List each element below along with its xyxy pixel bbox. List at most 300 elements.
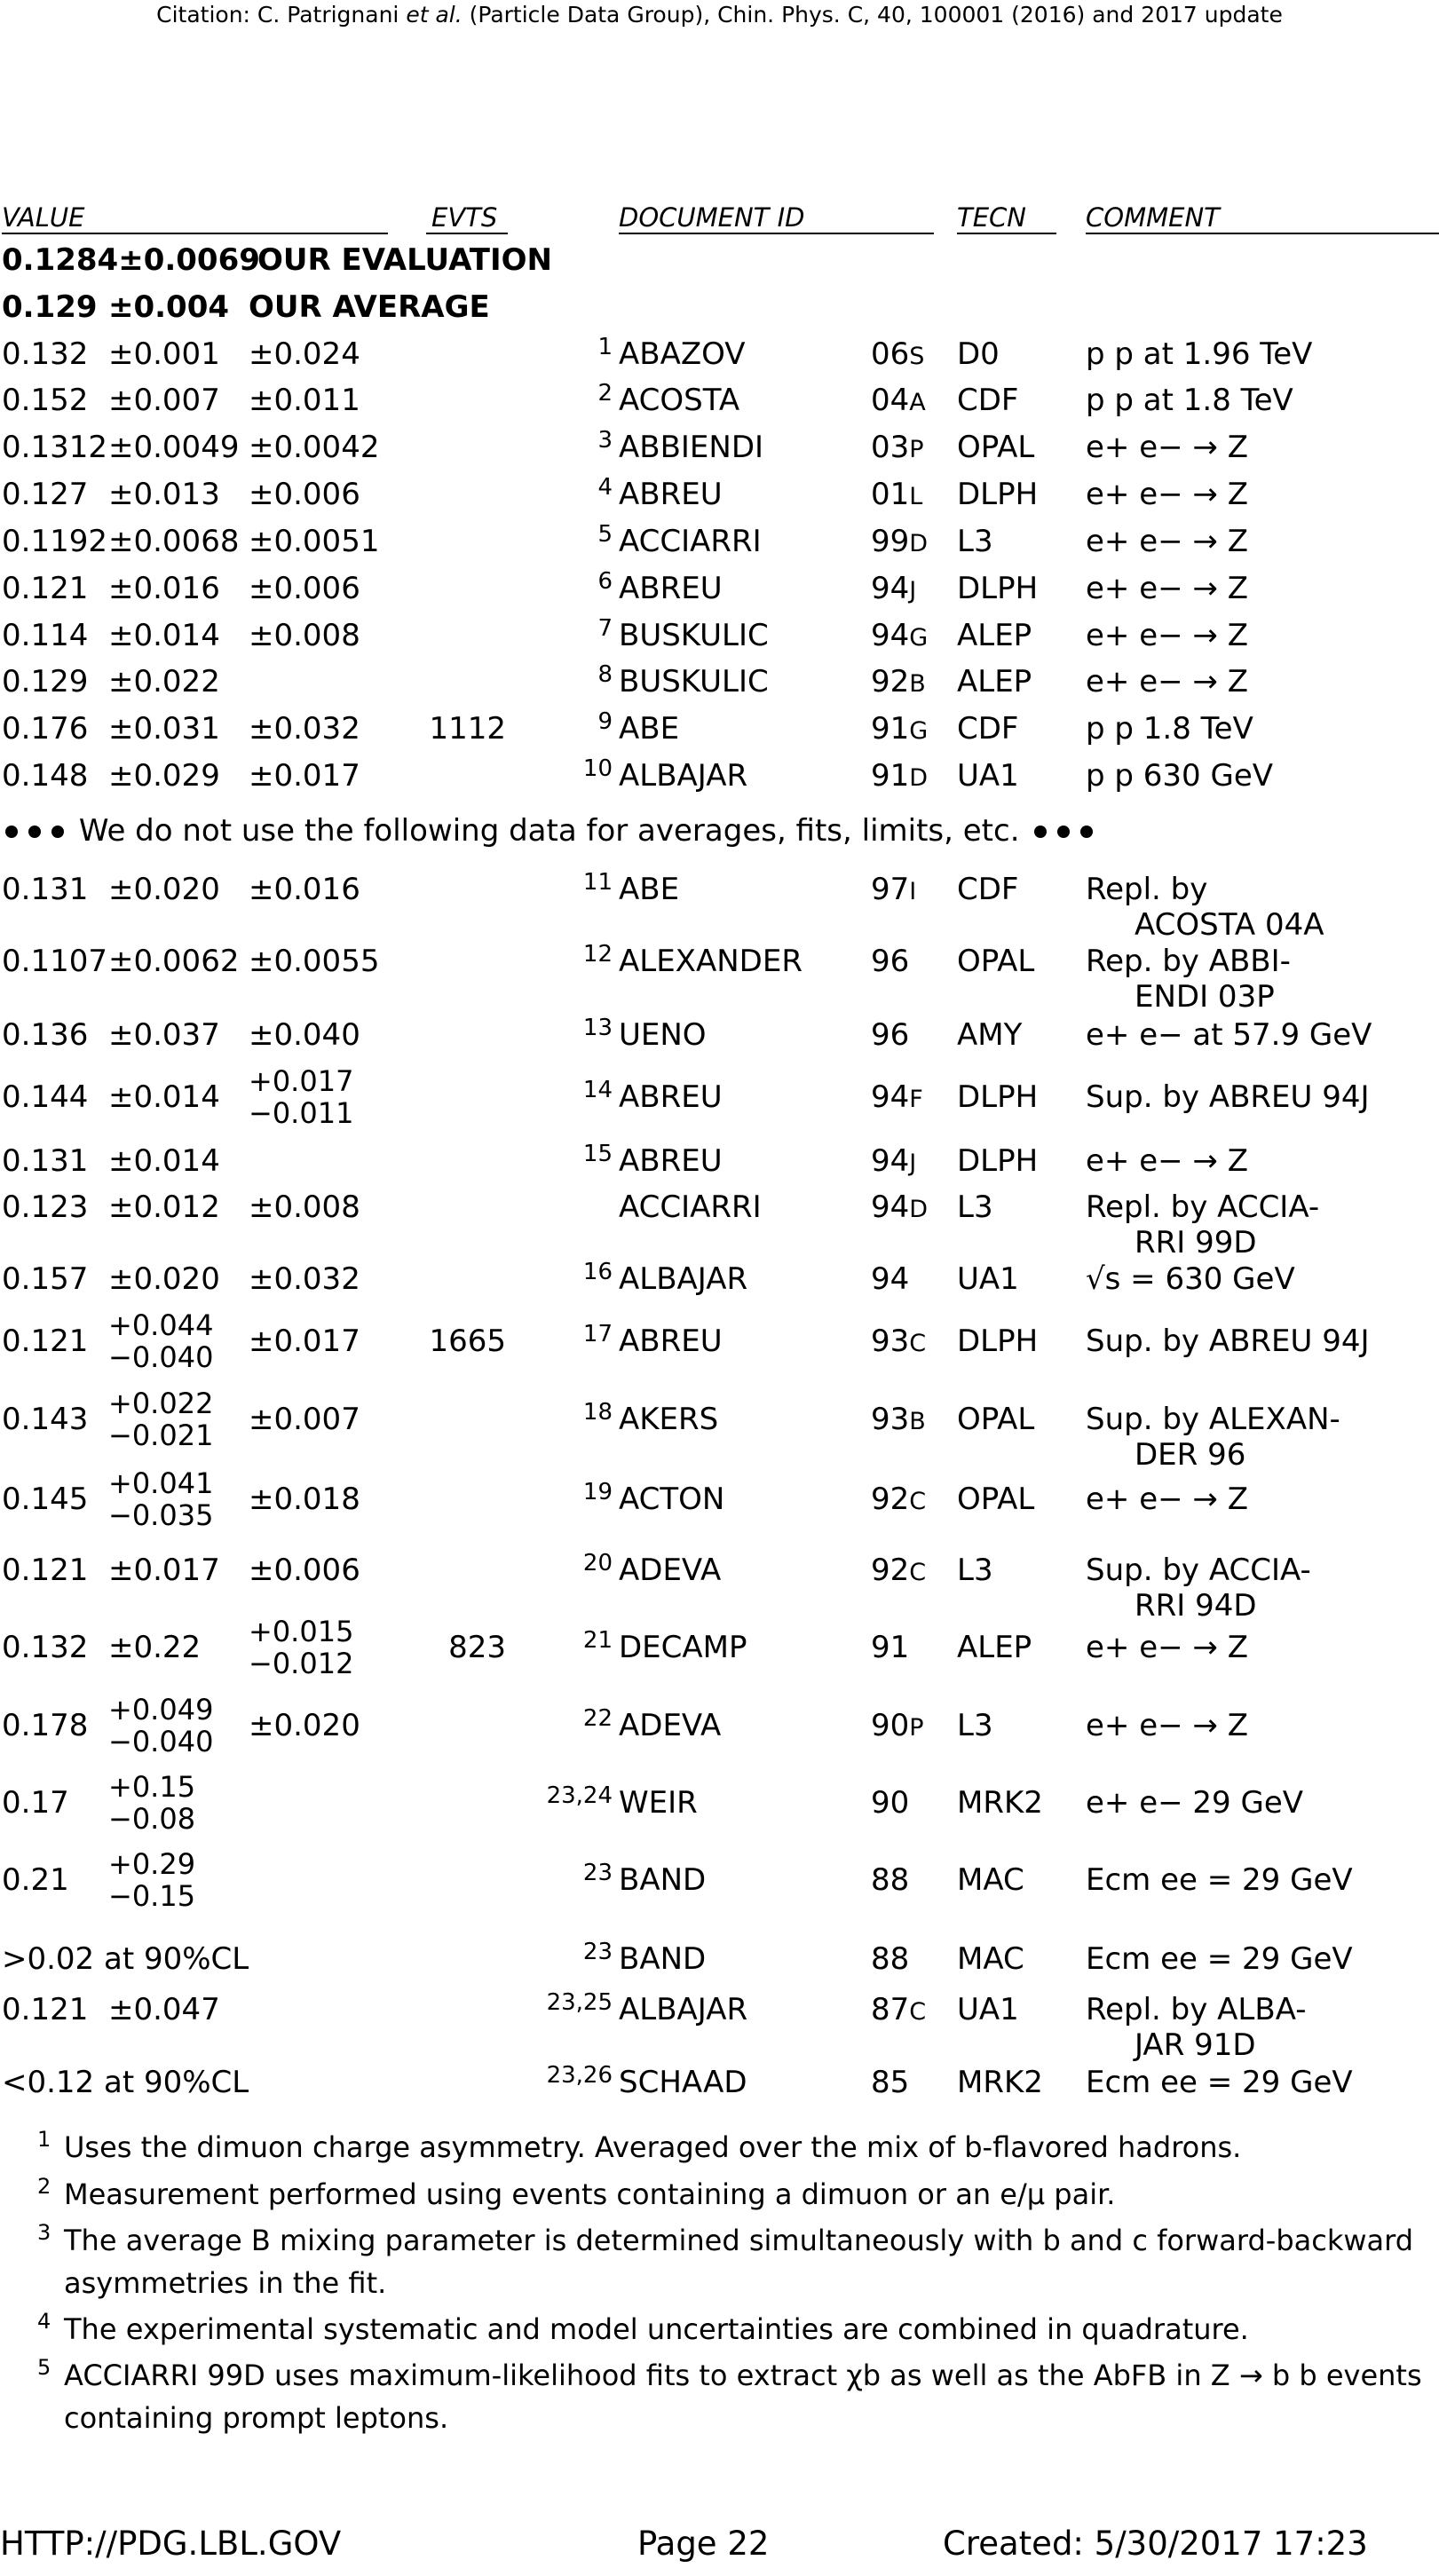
value-cell: 0.143 <box>2 1402 89 1437</box>
document-year <box>871 938 909 984</box>
stat-minus: −0.035 <box>108 1498 214 1532</box>
year-digits: 94 <box>871 1143 910 1179</box>
stat-cell: ±0.013 <box>108 477 220 512</box>
document-year <box>871 1318 926 1367</box>
footnote-ref: 13 <box>582 1015 613 1041</box>
sys-cell: ±0.011 <box>249 383 360 418</box>
year-digits: 91 <box>871 711 910 747</box>
comment: Sup. by ABREU 94J <box>1086 1079 1370 1115</box>
footnote-ref: 18 <box>582 1399 613 1426</box>
measurement-row <box>0 377 1439 423</box>
comment: Sup. by ALEXAN- <box>1086 1402 1340 1437</box>
stat-minus: −0.040 <box>108 1725 214 1758</box>
value-cell: 0.121 <box>2 1553 89 1588</box>
sys-cell: ±0.016 <box>249 872 360 907</box>
value-cell: 0.17 <box>2 1785 69 1821</box>
footnote-number: 5 <box>37 2355 51 2380</box>
evts-cell: 1665 <box>429 1324 506 1359</box>
document-id: ADEVA <box>619 1708 722 1743</box>
year-letter: F <box>909 1086 923 1113</box>
footnote-ref: 12 <box>582 941 613 968</box>
document-id: ADEVA <box>619 1553 722 1588</box>
year-letter: S <box>909 343 925 370</box>
stat-plus: +0.041 <box>108 1466 214 1500</box>
footnote-ref: 15 <box>582 1141 613 1167</box>
stat-cell: ±0.047 <box>108 1992 220 2027</box>
technique: L3 <box>957 524 993 559</box>
document-id: ABREU <box>619 1079 723 1115</box>
our-average-row <box>0 284 1439 330</box>
technique: DLPH <box>957 1143 1039 1179</box>
average-value: 0.129 <box>2 289 98 325</box>
stat-plus: +0.049 <box>108 1693 214 1727</box>
footnote-ref: 23,24 <box>546 1782 613 1809</box>
value-cell: 0.121 <box>2 1324 89 1359</box>
stat-minus: −0.040 <box>108 1340 214 1374</box>
comment: p p 630 GeV <box>1086 758 1274 794</box>
footnote-ref: 3 <box>597 427 613 454</box>
year-digits: 99 <box>871 524 910 559</box>
measurement-row <box>0 659 1439 705</box>
year-digits: 92 <box>871 1482 910 1517</box>
comment: e+ e− 29 GeV <box>1086 1785 1304 1821</box>
not-used-text: We do not use the following data for averages, fits, limits, etc. <box>78 813 1020 849</box>
footnote <box>37 2308 1422 2351</box>
year-digits: 06 <box>871 336 910 372</box>
technique: ALEP <box>957 664 1032 699</box>
document-id: ABREU <box>619 1143 723 1179</box>
technique: OPAL <box>957 430 1035 465</box>
year-letter: B <box>909 1408 926 1435</box>
measurement-row <box>0 1138 1439 1184</box>
value-cell: 0.127 <box>2 477 89 512</box>
header-evts-underline <box>426 233 508 234</box>
footnote-number: 2 <box>37 2174 51 2199</box>
document-id: ABE <box>619 872 680 907</box>
footnote-ref: 23,26 <box>546 2062 613 2089</box>
document-year <box>871 1476 926 1525</box>
comment-continued: ENDI 03P <box>1135 979 1275 1015</box>
document-year <box>871 1396 926 1445</box>
stat-cell: ±0.001 <box>108 336 220 372</box>
document-year <box>871 706 928 755</box>
value-cell: 0.176 <box>2 711 89 747</box>
stat-cell: ±0.0068 <box>108 524 240 559</box>
footnote-text: The average B mixing parameter is determined simultaneously with b and c forward-backward asymmetries in the fit. <box>64 2224 1414 2300</box>
stat-cell: ±0.022 <box>108 664 220 699</box>
comment: p p at 1.8 TeV <box>1086 383 1293 418</box>
comment: Ecm ee = 29 GeV <box>1086 2065 1353 2100</box>
document-year <box>871 1624 909 1671</box>
document-id: UENO <box>619 1017 707 1053</box>
stat-cell: ±0.020 <box>108 1261 220 1297</box>
document-id: ALBAJAR <box>619 758 748 794</box>
comment: Sup. by ABREU 94J <box>1086 1324 1370 1359</box>
document-year <box>871 1936 909 1982</box>
measurement-row <box>0 471 1439 518</box>
document-year <box>871 1074 923 1123</box>
technique: OPAL <box>957 1402 1035 1437</box>
stat-asym-cell <box>108 1694 213 1758</box>
technique: MAC <box>957 1941 1024 1977</box>
stat-cell: ±0.0049 <box>108 430 240 465</box>
value-cell: 0.1192 <box>2 524 107 559</box>
our-evaluation-row <box>0 237 1439 283</box>
stat-cell: ±0.029 <box>108 758 220 794</box>
measurement-row <box>0 753 1439 799</box>
year-digits: 94 <box>871 618 910 653</box>
measurement-row <box>0 706 1439 752</box>
technique: CDF <box>957 872 1019 907</box>
technique: MRK2 <box>957 2065 1043 2100</box>
stat-cell: ±0.0062 <box>108 944 240 979</box>
technique: UA1 <box>957 758 1019 794</box>
value-cell: 0.152 <box>2 383 89 418</box>
not-used-note-row <box>0 808 1439 854</box>
sys-cell: ±0.006 <box>249 477 360 512</box>
sys-cell: ±0.018 <box>249 1482 360 1517</box>
stat-cell: ±0.016 <box>108 571 220 606</box>
measurement-row <box>0 1693 1439 1758</box>
sys-cell: ±0.0042 <box>249 430 380 465</box>
comment-continued: ACOSTA 04A <box>1135 907 1324 943</box>
comment: e+ e− → Z <box>1086 618 1249 653</box>
technique: L3 <box>957 1189 993 1225</box>
year-letter: D <box>909 764 929 792</box>
technique: ALEP <box>957 1630 1032 1665</box>
comment: p p 1.8 TeV <box>1086 711 1253 747</box>
comment: e+ e− → Z <box>1086 1482 1249 1517</box>
stat-cell: ±0.014 <box>108 1143 220 1179</box>
header-evts: EVTS <box>431 202 498 233</box>
footer-created: Created: 5/30/2017 17:23 <box>943 2525 1368 2563</box>
footnote <box>37 2173 1422 2216</box>
technique: MRK2 <box>957 1785 1043 1821</box>
document-id: ALBAJAR <box>619 1261 748 1297</box>
value-cell: 0.123 <box>2 1189 89 1225</box>
footer-url[interactable]: HTTP://PDG.LBL.GOV <box>0 2525 342 2563</box>
measurement-row <box>0 1256 1439 1302</box>
average-error: ±0.004 <box>108 289 230 325</box>
comment: e+ e− → Z <box>1086 664 1249 699</box>
measurement-row <box>0 1987 1439 2063</box>
stat-cell: ±0.22 <box>108 1630 202 1665</box>
year-letter: C <box>909 1330 927 1357</box>
stat-cell: ±0.031 <box>108 711 220 747</box>
technique: UA1 <box>957 1261 1019 1297</box>
measurement-row <box>0 424 1439 470</box>
measurement-row <box>0 612 1439 659</box>
comment: e+ e− → Z <box>1086 430 1249 465</box>
comment-continued: RRI 99D <box>1135 1225 1257 1260</box>
document-year <box>871 2059 909 2106</box>
technique: DLPH <box>957 477 1039 512</box>
year-letter: D <box>909 1196 929 1223</box>
stat-plus: +0.044 <box>108 1308 214 1342</box>
sys-cell: ±0.017 <box>249 1324 360 1359</box>
not-used-note <box>0 808 1098 854</box>
comment: Repl. by ALBA- <box>1086 1992 1307 2027</box>
sys-minus: −0.012 <box>249 1647 354 1680</box>
measurement-row <box>0 1308 1439 1374</box>
technique: CDF <box>957 711 1019 747</box>
footnote-ref: 5 <box>597 521 613 548</box>
document-id: ALEXANDER <box>619 944 803 979</box>
year-digits: 88 <box>871 1941 910 1977</box>
citation-suffix: (Particle Data Group), Chin. Phys. C, 40, 100001 (2016) and 2017 update <box>462 2 1283 28</box>
bullet-icon <box>1080 826 1093 838</box>
stat-asym-cell <box>108 1309 213 1373</box>
footnote-ref: 4 <box>597 474 613 501</box>
footnote <box>37 2219 1422 2304</box>
stat-cell: ±0.020 <box>108 872 220 907</box>
footnote-number: 3 <box>37 2220 51 2245</box>
sys-cell: ±0.008 <box>249 618 360 653</box>
document-year <box>871 1547 926 1596</box>
year-digits: 92 <box>871 664 910 699</box>
footnote-ref: 14 <box>582 1077 613 1103</box>
sys-plus: +0.017 <box>249 1064 354 1098</box>
value-cell: 0.1312 <box>2 430 107 465</box>
value-cell: 0.132 <box>2 1630 89 1665</box>
document-year <box>871 1256 909 1302</box>
sys-cell: ±0.032 <box>249 711 360 747</box>
document-id: ACCIARRI <box>619 524 762 559</box>
year-digits: 94 <box>871 571 910 606</box>
technique: D0 <box>957 336 1000 372</box>
measurement-row <box>0 1615 1439 1680</box>
comment: √s = 630 GeV <box>1086 1261 1295 1297</box>
footnote-text: Uses the dimuon charge asymmetry. Averaged over the mix of b-flavored hadrons. <box>64 2130 1242 2164</box>
year-letter: D <box>909 530 929 557</box>
year-digits: 85 <box>871 2065 910 2100</box>
document-year <box>871 471 922 520</box>
document-id: ACCIARRI <box>619 1189 762 1225</box>
document-id: ABAZOV <box>619 336 746 372</box>
document-id: BAND <box>619 1941 707 1977</box>
sys-cell: ±0.008 <box>249 1189 360 1225</box>
citation-etal: et al. <box>406 2 463 28</box>
document-year <box>871 1012 909 1058</box>
document-id: ACTON <box>619 1482 725 1517</box>
measurement-row <box>0 1184 1439 1260</box>
comment: e+ e− → Z <box>1086 1143 1249 1179</box>
comment: e+ e− → Z <box>1086 571 1249 606</box>
comment-continued: RRI 94D <box>1135 1588 1257 1624</box>
comment: e+ e− → Z <box>1086 1708 1249 1743</box>
document-id: BUSKULIC <box>619 664 769 699</box>
document-id: BUSKULIC <box>619 618 769 653</box>
comment: Sup. by ACCIA- <box>1086 1553 1311 1588</box>
year-letter: G <box>909 717 929 745</box>
value-cell: 0.121 <box>2 571 89 606</box>
comment-continued: DER 96 <box>1135 1437 1246 1473</box>
stat-cell: ±0.007 <box>108 383 220 418</box>
sys-cell: ±0.017 <box>249 758 360 794</box>
sys-minus: −0.011 <box>249 1096 354 1130</box>
document-year <box>871 866 916 915</box>
sys-cell: ±0.032 <box>249 1261 360 1297</box>
document-year <box>871 377 926 426</box>
year-digits: 91 <box>871 758 910 794</box>
document-id: ABREU <box>619 477 723 512</box>
document-id: ACOSTA <box>619 383 740 418</box>
bullet-icon <box>51 826 64 838</box>
stat-cell: ±0.017 <box>108 1553 220 1588</box>
document-id: ABBIENDI <box>619 430 764 465</box>
value-cell: 0.129 <box>2 664 89 699</box>
year-letter: P <box>909 1714 924 1742</box>
technique: L3 <box>957 1553 993 1588</box>
header-comment-underline <box>1086 233 1439 234</box>
stat-cell: ±0.012 <box>108 1189 220 1225</box>
document-id: BAND <box>619 1862 707 1898</box>
measurement-row <box>0 1012 1439 1058</box>
year-digits: 96 <box>871 944 910 979</box>
bullet-icon <box>1034 826 1047 838</box>
year-digits: 93 <box>871 1402 910 1437</box>
value-cell: 0.21 <box>2 1862 69 1898</box>
year-digits: 96 <box>871 1017 910 1053</box>
header-document-underline <box>619 233 934 234</box>
year-digits: 01 <box>871 477 910 512</box>
measurement-row <box>0 1466 1439 1532</box>
footnote <box>37 2354 1422 2439</box>
header-value-underline <box>2 233 388 234</box>
footnote-number: 4 <box>37 2309 51 2334</box>
year-digits: 03 <box>871 430 910 465</box>
document-year <box>871 1184 928 1233</box>
value-cell: 0.144 <box>2 1079 89 1115</box>
header-tecn: TECN <box>957 202 1026 233</box>
document-year <box>871 1987 926 2035</box>
measurement-row <box>0 1387 1439 1473</box>
footnote <box>37 2126 1422 2169</box>
document-year <box>871 753 928 802</box>
year-letter: C <box>909 1559 927 1586</box>
year-digits: 04 <box>871 383 910 418</box>
stat-plus: +0.29 <box>108 1847 196 1881</box>
measurement-row <box>0 565 1439 612</box>
stat-asym-cell <box>108 1387 213 1451</box>
year-letter: L <box>909 483 923 510</box>
technique: AMY <box>957 1017 1023 1053</box>
sys-cell: ±0.040 <box>249 1017 360 1053</box>
comment: Repl. by ACCIA- <box>1086 1189 1320 1225</box>
footnote-ref: 20 <box>582 1550 613 1576</box>
header-document-id: DOCUMENT ID <box>619 202 805 233</box>
value-cell: >0.02 at 90%CL <box>2 1941 249 1977</box>
technique: MAC <box>957 1862 1024 1898</box>
document-id: ABREU <box>619 1324 723 1359</box>
technique: ALEP <box>957 618 1032 653</box>
year-letter: C <box>909 1488 927 1515</box>
stat-cell: ±0.014 <box>108 618 220 653</box>
year-letter: A <box>909 389 926 416</box>
footnote-ref: 11 <box>582 869 613 896</box>
value-cell: 0.136 <box>2 1017 89 1053</box>
year-letter: C <box>909 1998 927 2026</box>
value-cell: 0.1107 <box>2 944 107 979</box>
footnote-text: ACCIARRI 99D uses maximum-likelihood fits to extract χb as well as the AbFB in Z → b b events containing prompt leptons. <box>64 2359 1422 2435</box>
value-cell: 0.178 <box>2 1708 89 1743</box>
document-year <box>871 518 928 567</box>
year-letter: B <box>909 670 926 698</box>
comment: e+ e− at 57.9 GeV <box>1086 1017 1372 1053</box>
year-digits: 94 <box>871 1189 910 1225</box>
year-digits: 93 <box>871 1324 910 1359</box>
stat-asym-cell <box>108 1771 195 1835</box>
document-year <box>871 1780 909 1826</box>
technique: L3 <box>957 1708 993 1743</box>
bullet-icon <box>1057 826 1070 838</box>
sys-cell: ±0.007 <box>249 1402 360 1437</box>
stat-minus: −0.08 <box>108 1802 196 1836</box>
footnote-ref: 21 <box>582 1627 613 1654</box>
document-year <box>871 424 924 473</box>
bullet-icon <box>28 826 41 838</box>
document-year <box>871 1703 924 1751</box>
measurement-row <box>0 938 1439 1015</box>
measurement-row <box>0 1064 1439 1130</box>
comment: Ecm ee = 29 GeV <box>1086 1941 1353 1977</box>
year-digits: 88 <box>871 1862 910 1898</box>
stat-plus: +0.022 <box>108 1387 214 1420</box>
citation-prefix: Citation: C. Patrignani <box>156 2 407 28</box>
sys-cell: ±0.0055 <box>249 944 380 979</box>
measurement-row <box>0 2059 1439 2106</box>
footnote-ref: 8 <box>597 661 613 688</box>
header-value: VALUE <box>2 202 85 233</box>
value-cell: <0.12 at 90%CL <box>2 2065 249 2100</box>
sys-asym-cell <box>249 1616 353 1679</box>
footnote-ref: 22 <box>582 1705 613 1732</box>
average-label: OUR AVERAGE <box>249 289 490 325</box>
comment: e+ e− → Z <box>1086 1630 1249 1665</box>
technique: OPAL <box>957 944 1035 979</box>
measurement-row <box>0 1847 1439 1913</box>
measurement-row <box>0 1936 1439 1982</box>
sys-plus: +0.015 <box>249 1615 354 1648</box>
document-id: AKERS <box>619 1402 719 1437</box>
year-digits: 94 <box>871 1261 910 1297</box>
comment: p p at 1.96 TeV <box>1086 336 1313 372</box>
footnote-ref: 16 <box>582 1259 613 1285</box>
footnote-ref: 19 <box>582 1479 613 1505</box>
citation-line <box>0 2 1439 28</box>
measurement-row <box>0 866 1439 943</box>
sys-cell: ±0.006 <box>249 1553 360 1588</box>
comment: e+ e− → Z <box>1086 524 1249 559</box>
measurement-row <box>0 1547 1439 1624</box>
value-cell: 0.148 <box>2 758 89 794</box>
year-letter: J <box>909 577 917 604</box>
document-id: ALBAJAR <box>619 1992 748 2027</box>
sys-cell: ±0.024 <box>249 336 360 372</box>
footnote-ref: 2 <box>597 380 613 407</box>
stat-asym-cell <box>108 1848 195 1912</box>
measurement-row <box>0 331 1439 377</box>
year-digits: 90 <box>871 1785 910 1821</box>
evts-cell: 1112 <box>429 711 506 747</box>
year-digits: 87 <box>871 1992 910 2027</box>
value-cell: 0.132 <box>2 336 89 372</box>
footnote-text: Measurement performed using events containing a dimuon or an e/μ pair. <box>64 2177 1116 2211</box>
footnote-ref: 1 <box>597 334 613 360</box>
year-letter: J <box>909 1150 917 1177</box>
sys-cell: ±0.006 <box>249 571 360 606</box>
value-cell: 0.131 <box>2 872 89 907</box>
